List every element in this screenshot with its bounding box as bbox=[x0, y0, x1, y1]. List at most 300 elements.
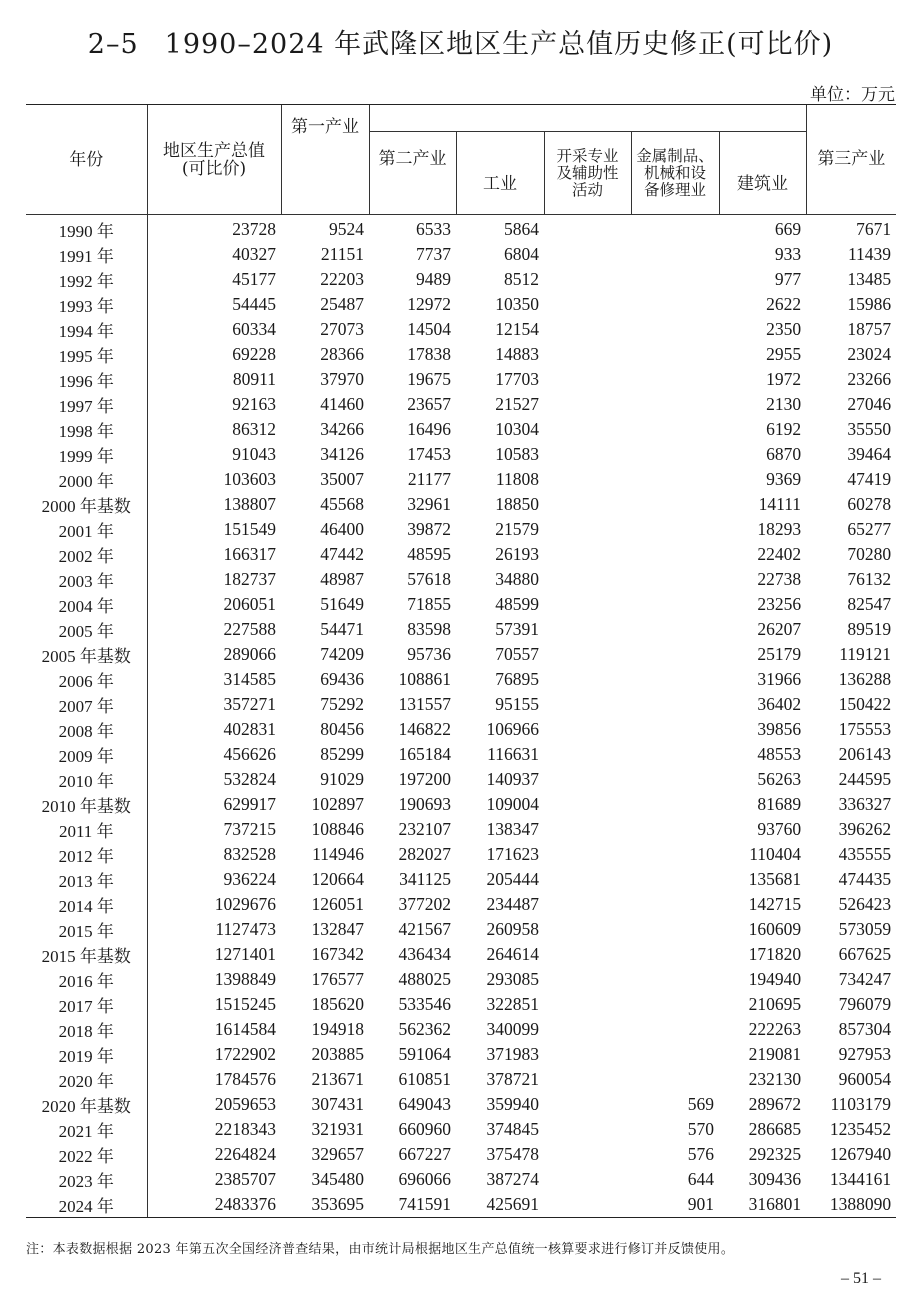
cell-year: 2001 年 bbox=[58, 522, 114, 541]
table-row bbox=[26, 1067, 896, 1092]
cell-primary: 167342 bbox=[311, 944, 364, 964]
cell-mining bbox=[544, 917, 631, 942]
cell-gdp: 1515245 bbox=[147, 992, 281, 1017]
table-row bbox=[26, 292, 896, 317]
cell-tertiary: 11439 bbox=[847, 244, 892, 264]
cell-industry: 48599 bbox=[495, 594, 539, 614]
cell-primary: 46400 bbox=[320, 519, 364, 539]
cell-secondary: 377202 bbox=[398, 894, 451, 914]
cell-industry: 11808 bbox=[495, 469, 539, 489]
table-row bbox=[26, 1042, 896, 1067]
cell-gdp: 40327 bbox=[147, 242, 281, 267]
cell-tertiary: 89519 bbox=[847, 619, 892, 639]
cell-gdp: 314585 bbox=[147, 667, 281, 692]
cell-gdp: 1029676 bbox=[147, 892, 281, 917]
cell-primary: 91029 bbox=[320, 769, 364, 789]
cell-gdp: 832528 bbox=[147, 842, 281, 867]
cell-mining bbox=[544, 592, 631, 617]
cell-industry: 264614 bbox=[486, 944, 539, 964]
cell-industry: 5864 bbox=[504, 219, 539, 239]
cell-primary: 47442 bbox=[320, 544, 364, 564]
table-row bbox=[26, 967, 896, 992]
cell-primary: 69436 bbox=[320, 669, 364, 689]
cell-metal bbox=[631, 642, 719, 667]
cell-construction: 36402 bbox=[757, 694, 802, 714]
table-row bbox=[26, 767, 896, 792]
cell-mining bbox=[544, 367, 631, 392]
cell-construction: 286685 bbox=[748, 1119, 802, 1139]
table-row bbox=[26, 642, 896, 667]
cell-construction: 135681 bbox=[748, 869, 802, 889]
cell-mining bbox=[544, 1067, 631, 1092]
cell-construction: 18293 bbox=[757, 519, 802, 539]
cell-construction: 48553 bbox=[757, 744, 802, 764]
cell-tertiary: 1267940 bbox=[829, 1144, 892, 1164]
cell-secondary: 232107 bbox=[398, 819, 451, 839]
cell-construction: 93760 bbox=[757, 819, 802, 839]
cell-gdp: 936224 bbox=[147, 867, 281, 892]
table-row bbox=[26, 617, 896, 642]
cell-gdp: 151549 bbox=[147, 517, 281, 542]
cell-year: 2005 年基数 bbox=[41, 647, 131, 666]
cell-secondary: 95736 bbox=[407, 644, 451, 664]
cell-industry: 371983 bbox=[486, 1044, 539, 1064]
cell-mining bbox=[544, 215, 631, 243]
cell-construction: 39856 bbox=[757, 719, 802, 739]
cell-primary: 185620 bbox=[311, 994, 364, 1014]
cell-secondary: 533546 bbox=[398, 994, 451, 1014]
cell-metal bbox=[631, 1017, 719, 1042]
cell-industry: 70557 bbox=[495, 644, 539, 664]
cell-metal bbox=[631, 392, 719, 417]
cell-construction: 1972 bbox=[766, 369, 802, 389]
cell-year: 2011 年 bbox=[58, 822, 114, 841]
cell-primary: 353695 bbox=[281, 1192, 369, 1218]
cell-tertiary: 396262 bbox=[838, 819, 892, 839]
cell-primary: 34266 bbox=[320, 419, 364, 439]
cell-year: 2000 年 bbox=[58, 472, 114, 491]
cell-year: 2000 年基数 bbox=[41, 497, 131, 516]
cell-construction: 2130 bbox=[766, 394, 802, 414]
cell-gdp: 2264824 bbox=[147, 1142, 281, 1167]
cell-industry: 34880 bbox=[495, 569, 539, 589]
cell-industry: 205444 bbox=[486, 869, 539, 889]
cell-tertiary: 857304 bbox=[838, 1019, 892, 1039]
cell-year: 1993 年 bbox=[58, 297, 114, 316]
table-row bbox=[26, 817, 896, 842]
cell-construction: 2955 bbox=[766, 344, 802, 364]
cell-tertiary: 27046 bbox=[847, 394, 892, 414]
cell-tertiary: 1344161 bbox=[829, 1169, 892, 1189]
cell-year: 2012 年 bbox=[58, 847, 114, 866]
cell-tertiary: 60278 bbox=[847, 494, 892, 514]
header-secondary: 第二产业 bbox=[369, 118, 456, 201]
cell-mining bbox=[544, 792, 631, 817]
cell-secondary: 12972 bbox=[407, 294, 451, 314]
cell-secondary: 21177 bbox=[407, 469, 451, 489]
cell-primary: 176577 bbox=[311, 969, 364, 989]
cell-construction: 160609 bbox=[748, 919, 802, 939]
cell-year: 2006 年 bbox=[58, 672, 114, 691]
cell-secondary: 488025 bbox=[398, 969, 451, 989]
cell-primary: 108846 bbox=[311, 819, 364, 839]
cell-primary: 22203 bbox=[320, 269, 364, 289]
cell-primary: 102897 bbox=[311, 794, 364, 814]
cell-metal bbox=[631, 717, 719, 742]
cell-construction: 222263 bbox=[748, 1019, 802, 1039]
cell-metal bbox=[631, 867, 719, 892]
cell-mining bbox=[544, 567, 631, 592]
cell-metal: 569 bbox=[687, 1094, 714, 1114]
header-industry: 工业 bbox=[456, 132, 544, 215]
cell-tertiary: 47419 bbox=[847, 469, 892, 489]
table-row bbox=[26, 717, 896, 742]
cell-mining bbox=[544, 267, 631, 292]
cell-secondary: 562362 bbox=[398, 1019, 451, 1039]
cell-year: 1995 年 bbox=[58, 347, 114, 366]
cell-gdp: 357271 bbox=[147, 692, 281, 717]
cell-year: 2020 年基数 bbox=[41, 1097, 131, 1116]
cell-metal bbox=[631, 667, 719, 692]
cell-mining bbox=[544, 892, 631, 917]
table-row bbox=[26, 742, 896, 767]
cell-year: 2015 年 bbox=[58, 922, 114, 941]
cell-metal bbox=[631, 967, 719, 992]
cell-primary: 329657 bbox=[311, 1144, 364, 1164]
cell-gdp: 227588 bbox=[147, 617, 281, 642]
cell-mining bbox=[544, 442, 631, 467]
cell-metal bbox=[631, 342, 719, 367]
cell-gdp: 23728 bbox=[147, 215, 281, 243]
cell-gdp: 45177 bbox=[147, 267, 281, 292]
cell-mining bbox=[544, 542, 631, 567]
cell-construction: 6192 bbox=[766, 419, 802, 439]
table-row bbox=[26, 567, 896, 592]
cell-secondary: 16496 bbox=[407, 419, 451, 439]
cell-year: 2022 年 bbox=[58, 1147, 114, 1166]
cell-year: 1996 年 bbox=[58, 372, 114, 391]
cell-mining bbox=[544, 942, 631, 967]
cell-industry: 378721 bbox=[486, 1069, 539, 1089]
cell-secondary: 32961 bbox=[407, 494, 451, 514]
cell-construction: 289672 bbox=[748, 1094, 802, 1114]
cell-gdp: 2385707 bbox=[147, 1167, 281, 1192]
table-row bbox=[26, 467, 896, 492]
cell-primary: 75292 bbox=[320, 694, 364, 714]
cell-secondary: 696066 bbox=[398, 1169, 451, 1189]
cell-primary: 307431 bbox=[311, 1094, 364, 1114]
header-tertiary: 第三产业 bbox=[806, 118, 896, 201]
cell-primary: 132847 bbox=[311, 919, 364, 939]
cell-secondary: 421567 bbox=[398, 919, 451, 939]
cell-mining bbox=[544, 1117, 631, 1142]
cell-gdp: 1784576 bbox=[147, 1067, 281, 1092]
cell-mining bbox=[544, 1192, 631, 1218]
cell-primary: 203885 bbox=[311, 1044, 364, 1064]
cell-gdp: 456626 bbox=[147, 742, 281, 767]
cell-secondary: 14504 bbox=[407, 319, 451, 339]
cell-mining bbox=[544, 967, 631, 992]
cell-industry: 10350 bbox=[495, 294, 539, 314]
cell-industry: 6804 bbox=[504, 244, 539, 264]
cell-year: 2009 年 bbox=[58, 747, 114, 766]
table-row bbox=[26, 667, 896, 692]
cell-metal bbox=[631, 517, 719, 542]
cell-tertiary: 667625 bbox=[838, 944, 892, 964]
cell-mining bbox=[544, 642, 631, 667]
cell-construction: 210695 bbox=[748, 994, 802, 1014]
cell-year: 2021 年 bbox=[58, 1122, 114, 1141]
cell-metal bbox=[631, 942, 719, 967]
cell-construction: 31966 bbox=[757, 669, 802, 689]
cell-metal bbox=[631, 442, 719, 467]
cell-construction: 22738 bbox=[757, 569, 802, 589]
cell-year: 1998 年 bbox=[58, 422, 114, 441]
cell-gdp: 1722902 bbox=[147, 1042, 281, 1067]
cell-gdp: 1271401 bbox=[147, 942, 281, 967]
cell-industry: 340099 bbox=[486, 1019, 539, 1039]
cell-year: 2024 年 bbox=[26, 1192, 147, 1218]
cell-mining bbox=[544, 467, 631, 492]
cell-industry: 95155 bbox=[495, 694, 539, 714]
cell-tertiary: 7671 bbox=[856, 219, 892, 239]
table-row bbox=[26, 242, 896, 267]
cell-tertiary: 119121 bbox=[839, 644, 892, 664]
table-title: 1990–2024 年武隆区地区生产总值历史修正(可比价) bbox=[164, 29, 834, 60]
cell-construction: 25179 bbox=[757, 644, 802, 664]
cell-tertiary: 927953 bbox=[838, 1044, 892, 1064]
table-row bbox=[26, 317, 896, 342]
cell-tertiary: 796079 bbox=[838, 994, 892, 1014]
header-construction: 建筑业 bbox=[719, 132, 806, 215]
header-mining: 开采专业 及辅助性 活动 bbox=[544, 132, 631, 215]
cell-mining bbox=[544, 1042, 631, 1067]
cell-year: 2015 年基数 bbox=[41, 947, 131, 966]
cell-gdp: 138807 bbox=[147, 492, 281, 517]
cell-metal bbox=[631, 267, 719, 292]
cell-gdp: 92163 bbox=[147, 392, 281, 417]
cell-construction: 219081 bbox=[748, 1044, 802, 1064]
table-row bbox=[26, 492, 896, 517]
cell-mining bbox=[544, 1142, 631, 1167]
cell-industry: 322851 bbox=[486, 994, 539, 1014]
cell-primary: 51649 bbox=[320, 594, 364, 614]
cell-year: 1991 年 bbox=[58, 247, 114, 266]
cell-construction: 23256 bbox=[757, 594, 802, 614]
cell-metal bbox=[631, 817, 719, 842]
cell-tertiary: 82547 bbox=[847, 594, 892, 614]
cell-gdp: 737215 bbox=[147, 817, 281, 842]
cell-secondary: 7737 bbox=[416, 244, 451, 264]
cell-industry: 14883 bbox=[495, 344, 539, 364]
cell-gdp: 2483376 bbox=[147, 1192, 281, 1218]
cell-primary: 35007 bbox=[320, 469, 364, 489]
cell-tertiary: 960054 bbox=[838, 1069, 892, 1089]
cell-industry: 10583 bbox=[495, 444, 539, 464]
cell-secondary: 9489 bbox=[416, 269, 451, 289]
cell-construction: 56263 bbox=[757, 769, 802, 789]
cell-metal bbox=[631, 742, 719, 767]
table-number: 2–5 bbox=[87, 29, 139, 60]
cell-tertiary: 526423 bbox=[838, 894, 892, 914]
cell-primary: 321931 bbox=[311, 1119, 364, 1139]
cell-tertiary: 336327 bbox=[838, 794, 892, 814]
cell-secondary: 71855 bbox=[407, 594, 451, 614]
cell-secondary: 19675 bbox=[407, 369, 451, 389]
cell-primary: 213671 bbox=[311, 1069, 364, 1089]
cell-secondary: 197200 bbox=[398, 769, 451, 789]
cell-gdp: 60334 bbox=[147, 317, 281, 342]
cell-secondary: 57618 bbox=[407, 569, 451, 589]
cell-tertiary: 1388090 bbox=[806, 1192, 896, 1218]
cell-year: 2018 年 bbox=[58, 1022, 114, 1041]
cell-secondary: 667227 bbox=[398, 1144, 451, 1164]
cell-gdp: 402831 bbox=[147, 717, 281, 742]
cell-year: 1992 年 bbox=[58, 272, 114, 291]
cell-secondary: 741591 bbox=[369, 1192, 456, 1218]
cell-industry: 17703 bbox=[495, 369, 539, 389]
table-row bbox=[26, 1192, 896, 1218]
cell-tertiary: 15986 bbox=[847, 294, 892, 314]
cell-secondary: 282027 bbox=[398, 844, 451, 864]
cell-construction: 2350 bbox=[766, 319, 802, 339]
header-year: 年份 bbox=[26, 105, 147, 215]
cell-construction: 14111 bbox=[758, 494, 802, 514]
cell-secondary: 131557 bbox=[398, 694, 451, 714]
cell-tertiary: 244595 bbox=[838, 769, 892, 789]
cell-tertiary: 35550 bbox=[847, 419, 892, 439]
cell-year: 1999 年 bbox=[58, 447, 114, 466]
cell-metal bbox=[631, 842, 719, 867]
cell-industry: 8512 bbox=[504, 269, 539, 289]
cell-secondary: 436434 bbox=[398, 944, 451, 964]
cell-industry: 18850 bbox=[495, 494, 539, 514]
cell-metal bbox=[631, 317, 719, 342]
cell-tertiary: 23024 bbox=[847, 344, 892, 364]
header-gdp: 地区生产总值 (可比价) bbox=[147, 105, 281, 215]
table-row bbox=[26, 1167, 896, 1192]
cell-metal bbox=[631, 767, 719, 792]
cell-tertiary: 175553 bbox=[838, 719, 892, 739]
cell-metal bbox=[631, 367, 719, 392]
cell-gdp: 86312 bbox=[147, 417, 281, 442]
cell-gdp: 166317 bbox=[147, 542, 281, 567]
cell-industry: 374845 bbox=[486, 1119, 539, 1139]
header-metal: 金属制品、 机械和设 备修理业 bbox=[631, 132, 719, 215]
cell-construction: 232130 bbox=[748, 1069, 802, 1089]
cell-mining bbox=[544, 667, 631, 692]
cell-secondary: 23657 bbox=[407, 394, 451, 414]
cell-year: 2014 年 bbox=[58, 897, 114, 916]
cell-mining bbox=[544, 742, 631, 767]
cell-gdp: 80911 bbox=[147, 367, 281, 392]
cell-primary: 126051 bbox=[311, 894, 364, 914]
cell-industry: 21579 bbox=[495, 519, 539, 539]
cell-mining bbox=[544, 492, 631, 517]
cell-tertiary: 76132 bbox=[847, 569, 892, 589]
table-row bbox=[26, 842, 896, 867]
cell-primary: 41460 bbox=[320, 394, 364, 414]
cell-metal: 570 bbox=[687, 1119, 714, 1139]
cell-year: 2005 年 bbox=[58, 622, 114, 641]
table-row bbox=[26, 1017, 896, 1042]
cell-construction: 2622 bbox=[766, 294, 802, 314]
cell-gdp: 532824 bbox=[147, 767, 281, 792]
table-row bbox=[26, 942, 896, 967]
cell-mining bbox=[544, 717, 631, 742]
cell-tertiary: 474435 bbox=[838, 869, 892, 889]
cell-mining bbox=[544, 292, 631, 317]
cell-year: 1994 年 bbox=[58, 322, 114, 341]
table-row bbox=[26, 992, 896, 1017]
cell-metal: 576 bbox=[687, 1144, 714, 1164]
cell-gdp: 103603 bbox=[147, 467, 281, 492]
cell-tertiary: 18757 bbox=[847, 319, 892, 339]
cell-year: 1990 年 bbox=[58, 222, 114, 241]
cell-gdp: 629917 bbox=[147, 792, 281, 817]
cell-mining bbox=[544, 767, 631, 792]
cell-primary: 194918 bbox=[311, 1019, 364, 1039]
cell-secondary: 17453 bbox=[407, 444, 451, 464]
cell-construction: 26207 bbox=[757, 619, 802, 639]
cell-gdp: 1614584 bbox=[147, 1017, 281, 1042]
cell-metal bbox=[631, 692, 719, 717]
cell-industry: 234487 bbox=[486, 894, 539, 914]
cell-secondary: 165184 bbox=[398, 744, 451, 764]
cell-mining bbox=[544, 842, 631, 867]
table-row bbox=[26, 1092, 896, 1117]
cell-primary: 80456 bbox=[320, 719, 364, 739]
cell-primary: 120664 bbox=[311, 869, 364, 889]
cell-primary: 345480 bbox=[311, 1169, 364, 1189]
cell-primary: 21151 bbox=[320, 244, 364, 264]
cell-gdp: 91043 bbox=[147, 442, 281, 467]
cell-secondary: 660960 bbox=[398, 1119, 451, 1139]
cell-metal bbox=[631, 567, 719, 592]
cell-year: 2010 年 bbox=[58, 772, 114, 791]
cell-primary: 114946 bbox=[312, 844, 364, 864]
cell-tertiary: 65277 bbox=[847, 519, 892, 539]
cell-secondary: 649043 bbox=[398, 1094, 451, 1114]
table-row bbox=[26, 215, 896, 243]
cell-industry: 425691 bbox=[456, 1192, 544, 1218]
cell-metal bbox=[631, 467, 719, 492]
table-body bbox=[26, 215, 896, 1218]
cell-construction: 977 bbox=[774, 269, 802, 289]
cell-metal bbox=[631, 1042, 719, 1067]
cell-year: 2010 年基数 bbox=[41, 797, 131, 816]
cell-secondary: 6533 bbox=[416, 219, 451, 239]
table-row bbox=[26, 417, 896, 442]
cell-industry: 260958 bbox=[486, 919, 539, 939]
cell-secondary: 39872 bbox=[407, 519, 451, 539]
cell-secondary: 610851 bbox=[398, 1069, 451, 1089]
cell-year: 2008 年 bbox=[58, 722, 114, 741]
cell-mining bbox=[544, 242, 631, 267]
table-row bbox=[26, 867, 896, 892]
cell-mining bbox=[544, 817, 631, 842]
cell-construction: 669 bbox=[774, 219, 802, 239]
cell-year: 2007 年 bbox=[58, 697, 114, 716]
cell-industry: 140937 bbox=[486, 769, 539, 789]
cell-mining bbox=[544, 692, 631, 717]
cell-metal bbox=[631, 492, 719, 517]
page-title bbox=[0, 22, 921, 61]
header-primary: 第一产业 bbox=[281, 118, 369, 201]
table-row bbox=[26, 792, 896, 817]
table-row bbox=[26, 442, 896, 467]
cell-primary: 85299 bbox=[320, 744, 364, 764]
